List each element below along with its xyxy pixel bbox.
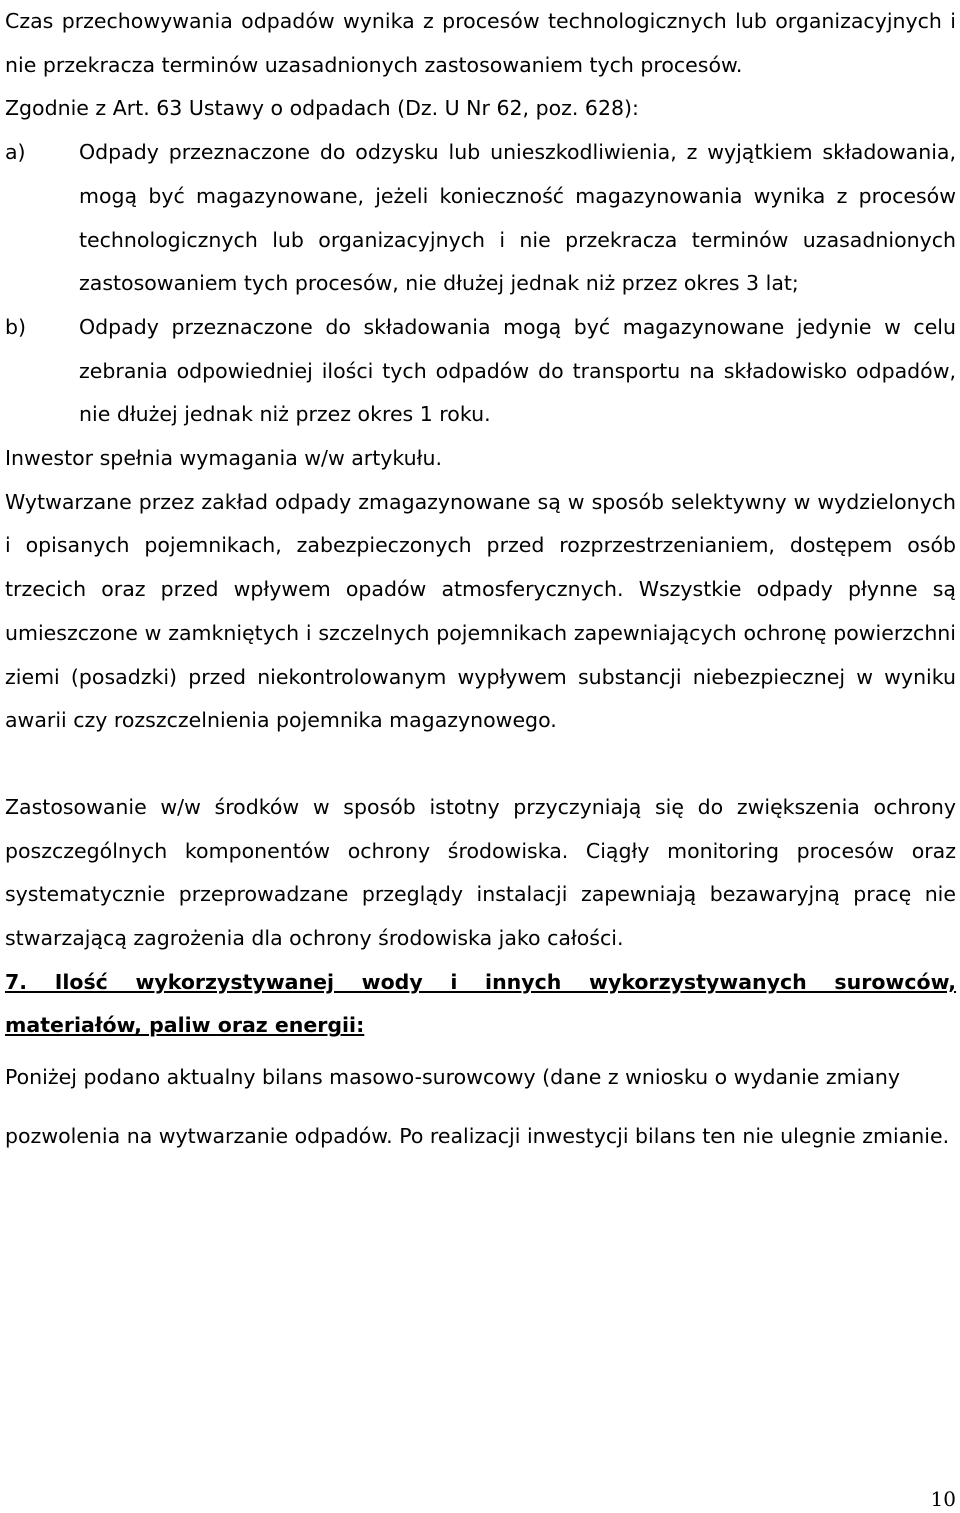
list-marker: b) (5, 314, 27, 339)
paragraph-protection-measures: Zastosowanie w/w środków w sposób istotny przyczyniają się do zwiększenia ochrony poszczególnych komponentów ochrony środowiska. Ciągły monitoring procesów oraz systematycznie przeprowadzane przeglądy instalacji zapewniają bezawaryjną pracę nie stwarzającą zagrożenia dla ochrony środowiska jako całości. (5, 794, 956, 951)
list-item-text: Odpady przeznaczone do odzysku lub unieszkodliwienia, z wyjątkiem składowania, mogą być magazynowane, jeżeli konieczność magazynowania wynika z procesów technologicznych lub organizacyjnych i nie przekracza terminów uzasadnionych zastosowaniem tych procesów, nie dłużej jednak niż przez okres 3 lat; (79, 140, 956, 296)
paragraph-storage-time: Czas przechowywania odpadów wynika z procesów technologicznych lub organizacyjnych i nie przekracza terminów uzasadnionych zastosowaniem tych procesów. (5, 9, 956, 77)
document-page (5, 0, 956, 1165)
paragraph-balance-intro: Poniżej podano aktualny bilans masowo-surowcowy (dane z wniosku o wydanie zmiany pozwolenia na wytwarzanie odpadów. Po realizacji inwestycji bilans ten nie ulegnie zmianie. (5, 1065, 950, 1148)
paragraph-compliance: Inwestor spełnia wymagania w/w artykułu. (5, 446, 442, 471)
list-marker: a) (5, 140, 26, 165)
list-item-text: Odpady przeznaczone do składowania mogą być magazynowane jedynie w celu zebrania odpowiedniej ilości tych odpadów do transportu na składowisko odpadów, nie dłużej jednak niż przez okres 1 roku. (79, 314, 956, 427)
legal-list (5, 131, 956, 437)
page-number: 10 (930, 1487, 956, 1511)
paragraph-storage-description: Wytwarzane przez zakład odpady zmagazynowane są w sposób selektywny w wydzielonych i opisanych pojemnikach, zabezpieczonych przed rozprzestrzenianiem, dostępem osób trzecich oraz przed wpływem opadów atmosferycznych. Wszystkie odpady płynne są umieszczone w zamkniętych i szczelnych pojemnikach zapewniających ochronę powierzchni ziemi (posadzki) przed niekontrolowanym wypływem substancji niebezpiecznej w wyniku awarii czy rozszczelnienia pojemnika magazynowego. (5, 489, 956, 733)
section-heading: 7. Ilość wykorzystywanej wody i innych wykorzystywanych surowców, materiałów, paliw oraz energii: (5, 969, 956, 1038)
list-item (5, 306, 956, 437)
list-item (5, 131, 956, 306)
paragraph-legal-reference: Zgodnie z Art. 63 Ustawy o odpadach (Dz. U Nr 62, poz. 628): (5, 96, 639, 121)
